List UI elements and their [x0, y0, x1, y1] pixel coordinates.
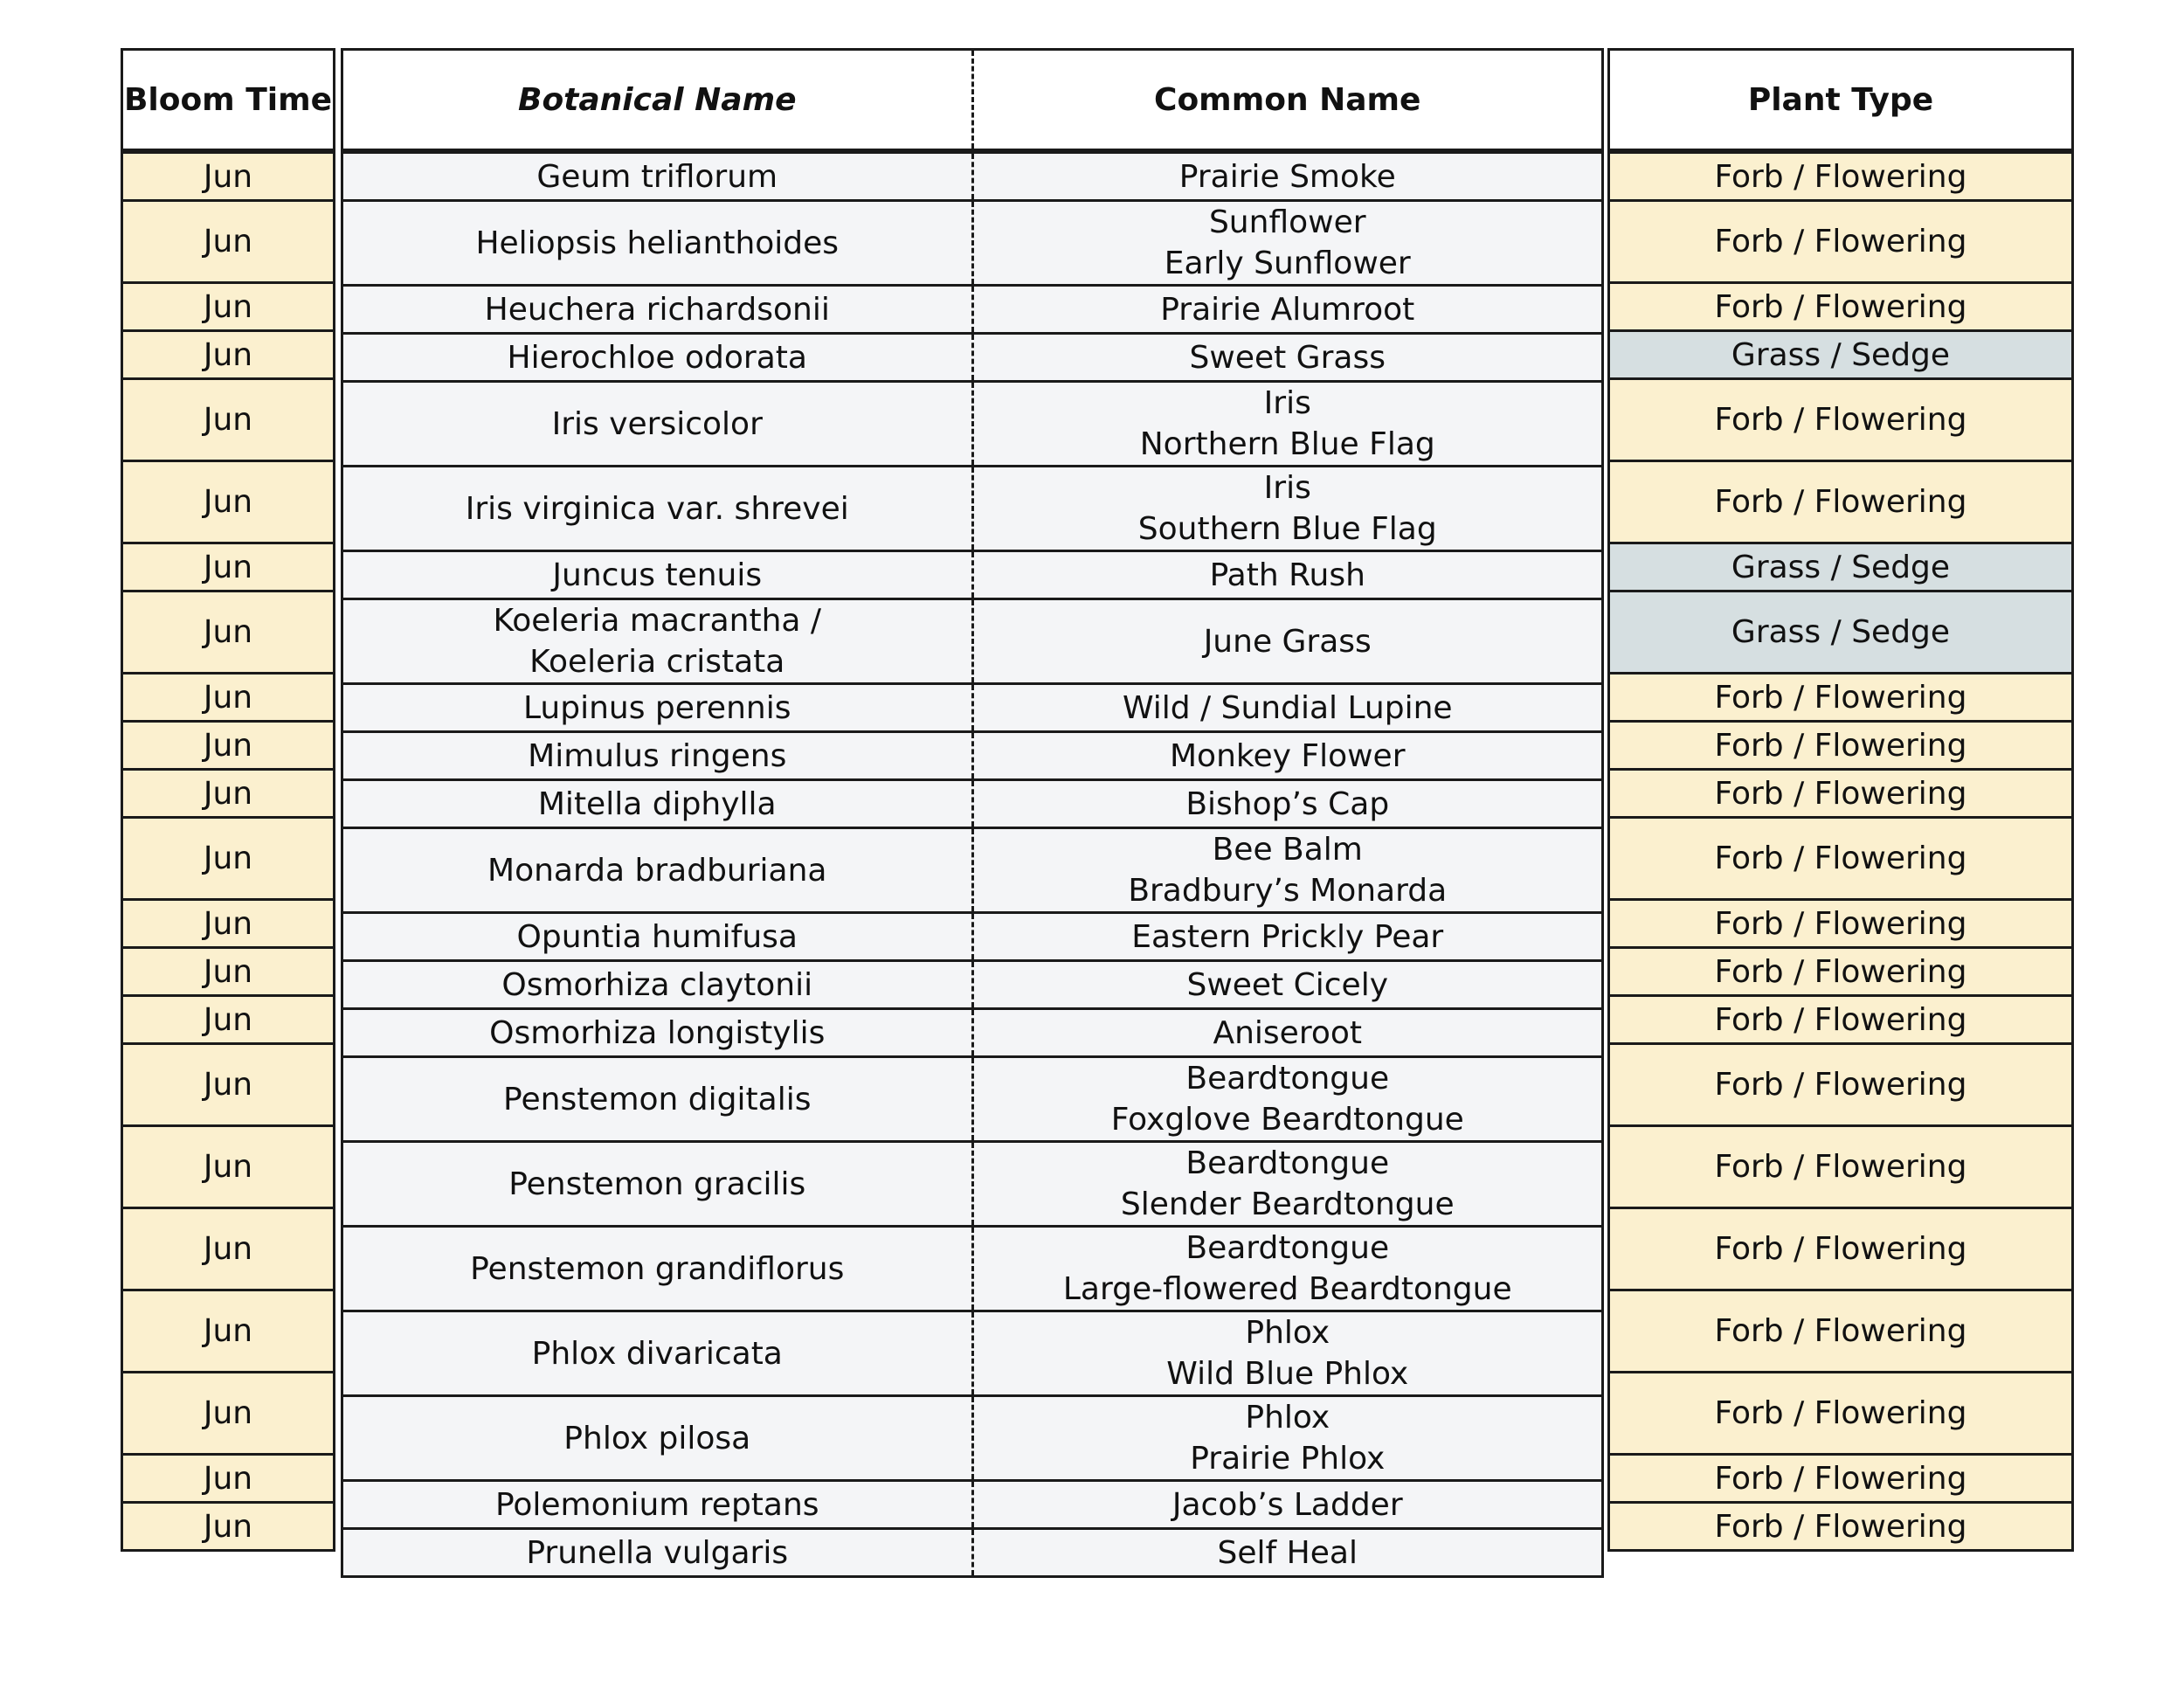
table-row — [1609, 379, 2073, 461]
botanical-name-cell — [342, 1142, 973, 1227]
common-name-cell — [972, 1142, 1603, 1227]
table-row — [1609, 1290, 2073, 1373]
botanical-name-cell — [342, 1009, 973, 1057]
cell-line: Jacob’s Ladder — [1171, 1486, 1403, 1523]
table-row — [1609, 1373, 2073, 1455]
bloom-time-cell: Jun — [122, 948, 335, 996]
plant-type-cell: Forb / Flowering — [1609, 770, 2073, 818]
common-name-cell — [972, 1529, 1603, 1577]
bloom-time-cell: Jun — [122, 1503, 335, 1551]
cell-line: Sunflower — [1208, 204, 1366, 240]
common-name-cell — [972, 732, 1603, 780]
botanical-name-cell — [342, 828, 973, 913]
cell-line: Wild / Sundial Lupine — [1122, 689, 1453, 726]
cell-line: Phlox pilosa — [563, 1420, 751, 1456]
common-name-cell — [972, 1009, 1603, 1057]
botanical-name-cell — [342, 1057, 973, 1142]
cell-line: Penstemon grandiflorus — [470, 1250, 845, 1287]
plant-type-cell: Forb / Flowering — [1609, 201, 2073, 283]
botanical-name-cell — [342, 684, 973, 732]
table-row — [122, 900, 335, 948]
cell-line: Juncus tenuis — [552, 557, 763, 593]
plant-type-cell: Forb / Flowering — [1609, 1503, 2073, 1551]
common-name-cell — [972, 1311, 1603, 1396]
cell-line: Monarda bradburiana — [487, 852, 827, 889]
bloom-time-cell: Jun — [122, 543, 335, 591]
bloom-time-cell: Jun — [122, 461, 335, 543]
common-name-cell — [972, 913, 1603, 961]
bloom-time-cell: Jun — [122, 674, 335, 722]
table-row — [342, 1227, 1603, 1311]
table-row — [342, 467, 1603, 551]
table-row — [1609, 461, 2073, 543]
cell-line: Prairie Phlox — [1190, 1441, 1386, 1477]
table-row — [122, 461, 335, 543]
bloom-time-cell: Jun — [122, 151, 335, 201]
names-table — [341, 48, 1604, 1578]
cell-line: Mimulus ringens — [528, 737, 787, 774]
common-name-cell — [972, 334, 1603, 382]
cell-line: Penstemon digitalis — [503, 1081, 812, 1117]
table-row — [122, 1126, 335, 1208]
table-row — [342, 1142, 1603, 1227]
table-row — [1609, 1126, 2073, 1208]
common-name-cell — [972, 828, 1603, 913]
table-row — [1609, 948, 2073, 996]
plant-type-cell: Forb / Flowering — [1609, 1373, 2073, 1455]
table-row — [122, 151, 335, 201]
cell-line: Hierochloe odorata — [507, 339, 807, 376]
bloom-time-cell: Jun — [122, 818, 335, 900]
plant-type-cell: Forb / Flowering — [1609, 1126, 2073, 1208]
table-row — [1609, 201, 2073, 283]
table-row — [1609, 331, 2073, 379]
cell-line: Phlox — [1245, 1400, 1330, 1435]
names-column — [341, 48, 1604, 1578]
common-name-cell — [972, 151, 1603, 201]
cell-line: Prairie Smoke — [1178, 158, 1396, 195]
cell-line: Heuchera richardsonii — [484, 291, 830, 328]
common-name-cell — [972, 467, 1603, 551]
table-row — [122, 1290, 335, 1373]
common-name-cell — [972, 1481, 1603, 1529]
botanical-name-cell — [342, 732, 973, 780]
header-plant-type: Plant Type — [1609, 50, 2073, 152]
table-row — [342, 780, 1603, 828]
table-row — [342, 1396, 1603, 1481]
common-name-cell — [972, 1057, 1603, 1142]
cell-line: Phlox — [1245, 1315, 1330, 1351]
table-row — [342, 913, 1603, 961]
table-row — [122, 1455, 335, 1503]
cell-line: Beardtongue — [1185, 1061, 1390, 1097]
botanical-name-cell — [342, 467, 973, 551]
table-row — [1609, 1044, 2073, 1126]
table-row — [122, 201, 335, 283]
cell-line: Sweet Grass — [1189, 339, 1386, 376]
bloom-time-cell: Jun — [122, 283, 335, 331]
table-row — [342, 1311, 1603, 1396]
plant-type-cell: Forb / Flowering — [1609, 379, 2073, 461]
cell-line: Iris virginica var. shrevei — [465, 490, 849, 527]
cell-line: Bishop’s Cap — [1185, 785, 1390, 822]
botanical-name-cell — [342, 961, 973, 1009]
table-row — [342, 1009, 1603, 1057]
cell-line: Southern Blue Flag — [1137, 511, 1437, 547]
table-row — [342, 1057, 1603, 1142]
table-row — [122, 1208, 335, 1290]
plant-type-cell: Forb / Flowering — [1609, 722, 2073, 770]
table-row — [1609, 151, 2073, 201]
cell-line: Koeleria macrantha / — [493, 603, 822, 639]
cell-line: Mitella diphylla — [537, 785, 777, 822]
botanical-name-cell — [342, 201, 973, 286]
cell-line: Eastern Prickly Pear — [1131, 918, 1444, 955]
cell-line: Beardtongue — [1185, 1145, 1390, 1181]
cell-line: Iris — [1263, 385, 1311, 421]
common-name-cell — [972, 286, 1603, 334]
botanical-name-cell — [342, 1311, 973, 1396]
table-row — [122, 543, 335, 591]
cell-line: Iris versicolor — [551, 405, 763, 442]
bloom-time-cell: Jun — [122, 1373, 335, 1455]
table-row — [122, 818, 335, 900]
table-row — [342, 1481, 1603, 1529]
common-name-cell — [972, 684, 1603, 732]
cell-line: Osmorhiza longistylis — [489, 1014, 826, 1051]
table-row — [1609, 818, 2073, 900]
table-row — [342, 599, 1603, 684]
botanical-name-cell — [342, 334, 973, 382]
plant-type-cell: Grass / Sedge — [1609, 543, 2073, 591]
bloom-time-cell: Jun — [122, 996, 335, 1044]
cell-line: Path Rush — [1209, 557, 1365, 593]
header-bloom-time: Bloom Time — [122, 50, 335, 152]
table-row — [122, 1503, 335, 1551]
plant-type-cell: Forb / Flowering — [1609, 1455, 2073, 1503]
bloom-time-cell: Jun — [122, 1290, 335, 1373]
bloom-time-cell: Jun — [122, 1126, 335, 1208]
cell-line: Lupinus perennis — [523, 689, 791, 726]
common-name-cell — [972, 551, 1603, 599]
table-row — [122, 674, 335, 722]
header-common-name: Common Name — [972, 50, 1603, 152]
botanical-name-cell — [342, 913, 973, 961]
table-row — [122, 948, 335, 996]
cell-line: Koeleria cristata — [529, 644, 785, 680]
botanical-name-cell — [342, 382, 973, 467]
botanical-name-cell — [342, 1529, 973, 1577]
cell-line: Prunella vulgaris — [526, 1534, 789, 1571]
table-row — [342, 828, 1603, 913]
cell-line: Sweet Cicely — [1186, 966, 1389, 1003]
common-name-cell — [972, 780, 1603, 828]
table-row — [122, 591, 335, 674]
plant-type-cell: Forb / Flowering — [1609, 1290, 2073, 1373]
table-row — [1609, 900, 2073, 948]
bloom-time-cell: Jun — [122, 331, 335, 379]
cell-line: Self Heal — [1217, 1534, 1358, 1571]
cell-line: Wild Blue Phlox — [1166, 1356, 1409, 1392]
cell-line: Northern Blue Flag — [1139, 426, 1435, 462]
table-row — [1609, 674, 2073, 722]
botanical-name-cell — [342, 551, 973, 599]
table-row — [342, 201, 1603, 286]
botanical-name-cell — [342, 1227, 973, 1311]
plant-type-cell: Forb / Flowering — [1609, 674, 2073, 722]
cell-line: Opuntia humifusa — [516, 918, 798, 955]
table-row — [1609, 722, 2073, 770]
cell-line: Monkey Flower — [1170, 737, 1406, 774]
table-row — [342, 961, 1603, 1009]
table-row — [342, 334, 1603, 382]
plant-type-cell: Grass / Sedge — [1609, 331, 2073, 379]
bloom-time-cell: Jun — [122, 770, 335, 818]
common-name-cell — [972, 599, 1603, 684]
plant-type-cell: Forb / Flowering — [1609, 461, 2073, 543]
table-row — [122, 1373, 335, 1455]
table-row — [1609, 996, 2073, 1044]
plant-type-cell: Forb / Flowering — [1609, 1208, 2073, 1290]
plant-type-cell: Forb / Flowering — [1609, 283, 2073, 331]
table-row — [342, 684, 1603, 732]
plant-type-table — [1607, 48, 2074, 1552]
cell-line: Aniseroot — [1213, 1014, 1363, 1051]
bloom-time-cell: Jun — [122, 1208, 335, 1290]
cell-line: Iris — [1263, 470, 1311, 506]
bloom-time-cell: Jun — [122, 1044, 335, 1126]
botanical-name-cell — [342, 1396, 973, 1481]
botanical-name-cell — [342, 1481, 973, 1529]
table-row — [1609, 283, 2073, 331]
common-name-cell — [972, 1396, 1603, 1481]
bloom-time-table — [121, 48, 335, 1552]
table-row — [1609, 591, 2073, 674]
bloom-time-column — [121, 48, 335, 1552]
common-name-cell — [972, 1227, 1603, 1311]
bloom-time-cell: Jun — [122, 1455, 335, 1503]
cell-line: Foxglove Beardtongue — [1110, 1102, 1464, 1138]
botanical-name-cell — [342, 599, 973, 684]
common-name-cell — [972, 201, 1603, 286]
bloom-time-cell: Jun — [122, 591, 335, 674]
table-row — [122, 770, 335, 818]
botanical-name-cell — [342, 286, 973, 334]
plant-type-cell: Forb / Flowering — [1609, 151, 2073, 201]
bloom-time-cell: Jun — [122, 722, 335, 770]
table-row — [342, 151, 1603, 201]
common-name-cell — [972, 961, 1603, 1009]
table-row — [122, 996, 335, 1044]
cell-line: Polemonium reptans — [494, 1486, 819, 1523]
plant-type-cell: Forb / Flowering — [1609, 900, 2073, 948]
table-row — [342, 732, 1603, 780]
cell-line: Geum triflorum — [536, 158, 778, 195]
bloom-time-cell: Jun — [122, 379, 335, 461]
table-row — [1609, 1455, 2073, 1503]
cell-line: Bee Balm — [1212, 832, 1363, 868]
cell-line: June Grass — [1203, 623, 1372, 660]
plant-type-cell: Forb / Flowering — [1609, 1044, 2073, 1126]
cell-line: Phlox divaricata — [531, 1335, 783, 1372]
plant-type-cell: Forb / Flowering — [1609, 818, 2073, 900]
cell-line: Heliopsis helianthoides — [475, 225, 840, 261]
botanical-name-cell — [342, 151, 973, 201]
plant-type-cell: Grass / Sedge — [1609, 591, 2073, 674]
cell-line: Large-flowered Beardtongue — [1062, 1271, 1512, 1307]
table-row — [1609, 1503, 2073, 1551]
table-row — [122, 379, 335, 461]
table-row — [1609, 543, 2073, 591]
cell-line: Early Sunflower — [1164, 246, 1411, 281]
cell-line: Penstemon gracilis — [508, 1166, 806, 1202]
plant-type-column — [1607, 48, 2074, 1552]
table-row — [342, 286, 1603, 334]
cell-line: Osmorhiza claytonii — [501, 966, 813, 1003]
table-row — [342, 551, 1603, 599]
table-row — [342, 382, 1603, 467]
plant-type-cell: Forb / Flowering — [1609, 948, 2073, 996]
table-row — [122, 331, 335, 379]
cell-line: Bradbury’s Monarda — [1128, 873, 1448, 909]
table-row — [122, 722, 335, 770]
bloom-time-cell: Jun — [122, 201, 335, 283]
common-name-cell — [972, 382, 1603, 467]
table-row — [1609, 1208, 2073, 1290]
botanical-name-cell — [342, 780, 973, 828]
cell-line: Slender Beardtongue — [1120, 1186, 1455, 1222]
table-row — [122, 283, 335, 331]
table-row — [1609, 770, 2073, 818]
table-row — [342, 1529, 1603, 1577]
cell-line: Prairie Alumroot — [1160, 291, 1415, 328]
plant-type-cell: Forb / Flowering — [1609, 996, 2073, 1044]
cell-line: Beardtongue — [1185, 1230, 1390, 1266]
header-botanical-name: Botanical Name — [342, 50, 973, 152]
bloom-time-cell: Jun — [122, 900, 335, 948]
table-row — [122, 1044, 335, 1126]
